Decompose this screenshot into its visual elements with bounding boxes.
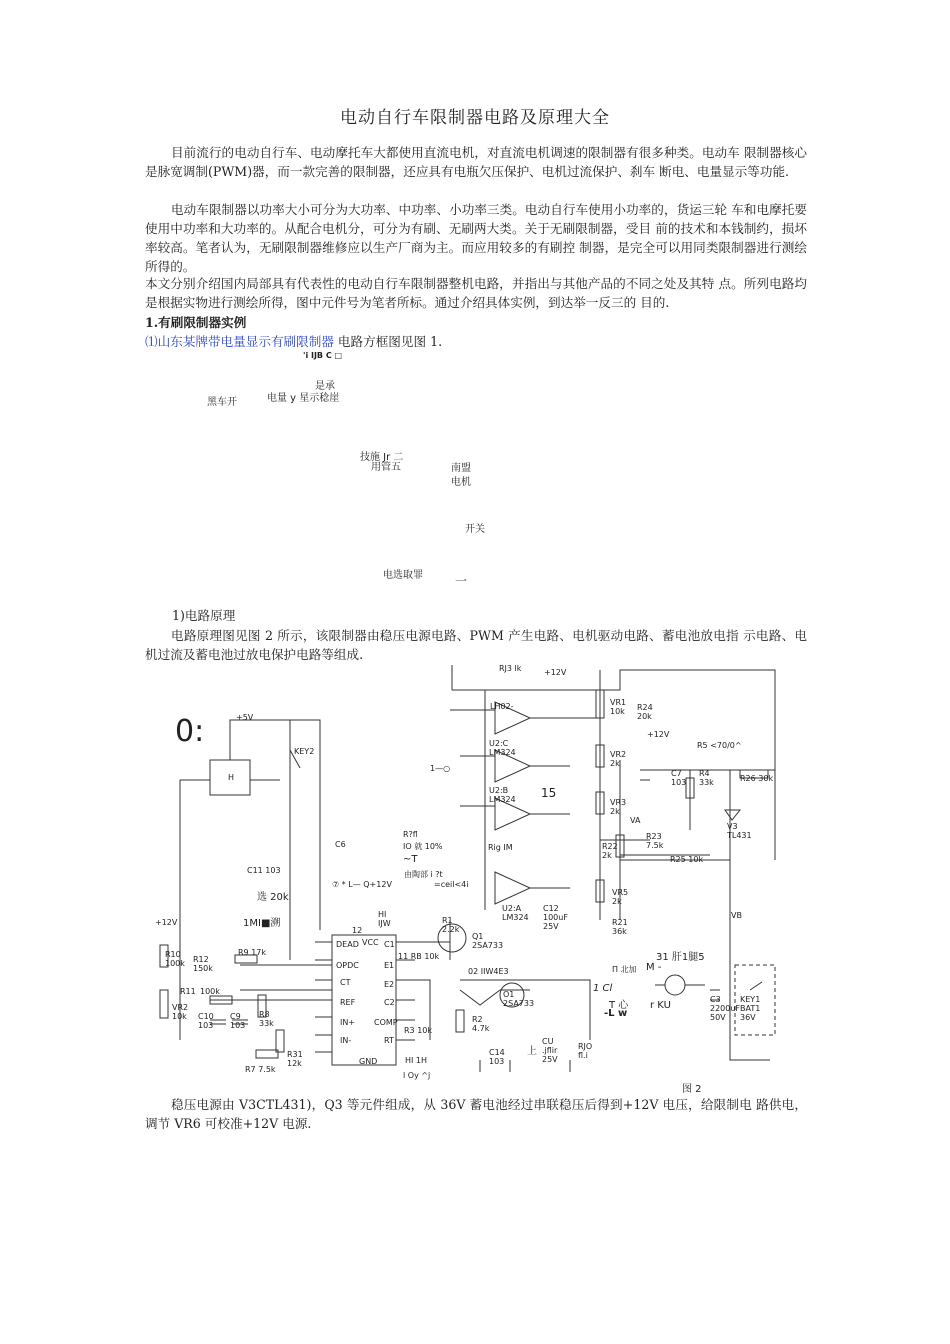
- fig2-r8: R8 33k: [259, 1010, 274, 1028]
- fig2-vr2b: VR2 10k: [172, 1003, 189, 1021]
- fig2-r12: R12 150k: [193, 955, 213, 973]
- fig2-dead: DEAD: [336, 940, 359, 949]
- fig2-o1: O1 2SA733: [503, 990, 535, 1008]
- fig2-r5: R5 <70/0^: [697, 741, 742, 750]
- fig2-r10: R10 100k: [165, 950, 185, 968]
- fig2-oy: l Oy ^j: [403, 1071, 431, 1080]
- fig2-n31: 31 肝1腿5: [656, 952, 705, 963]
- fig2-hi-h: HI 1H: [405, 1056, 428, 1065]
- fig2-r3: R3 10k: [404, 1026, 433, 1035]
- fig2-u2b: U2:B LM324: [489, 786, 516, 804]
- fig2-c14: C14 103: [489, 1048, 505, 1066]
- fig2-vr2: VR2 2k: [610, 750, 627, 768]
- page-title: 电动自行车限制器电路及原理大全: [340, 108, 610, 128]
- fig2-d2: 02 IIW4E3: [468, 967, 509, 976]
- fig2-r26: R26 30k: [740, 774, 774, 783]
- fig2-t: ~T: [403, 854, 418, 865]
- fig2-va: VA: [630, 816, 641, 825]
- fig2-r22: R22 2k: [602, 842, 618, 860]
- fig2-vr5: VR5 2k: [612, 888, 629, 906]
- fig1-label-h: 开关: [465, 524, 485, 535]
- fig2-c9: C9 103: [230, 1012, 246, 1030]
- fig2-vcc: VCC: [362, 938, 379, 947]
- fig2-v3: V3 TL431: [727, 822, 752, 840]
- fig2-e1: E1: [384, 961, 395, 970]
- fig2-c7: C7 103: [671, 769, 687, 787]
- fig2-ci: 1 Cl: [593, 983, 613, 994]
- fig2-plus5: +5V: [236, 713, 254, 722]
- fig2-r23: R23 7.5k: [646, 832, 664, 850]
- fig2-beijia: Π 北加: [612, 965, 637, 974]
- fig2-plus12-left: +12V: [155, 918, 178, 927]
- fig2-c3: C3 2200uF 50V: [710, 995, 741, 1022]
- fig1-label-b: 黑车开: [207, 397, 237, 408]
- fig2-key2: KEY2: [294, 747, 315, 756]
- fig2-r7: R7 7.5k: [245, 1065, 276, 1074]
- fig2-u2c: U2:C LM324: [489, 739, 516, 757]
- fig2-hi: HI IJW: [378, 910, 391, 928]
- fig2-r11-value: 100k: [200, 987, 220, 996]
- fig2-c12: C12 100uF 25V: [543, 904, 568, 931]
- fig2-ref: REF: [340, 998, 356, 1007]
- fig2-r21: R21 36k: [612, 918, 628, 936]
- fig2-big-left: 0:: [175, 714, 205, 749]
- fig2-c1: C1: [384, 940, 395, 949]
- fig2-mi: 1MI■溯: [243, 918, 281, 929]
- fig2-r2: R2 4.7k: [472, 1015, 490, 1033]
- fig1-label-j: 一: [455, 574, 468, 588]
- fig1-label-g: 电机: [451, 477, 471, 488]
- paragraph-intro: 目前流行的电动自行车、电动摩托车大都使用直流电机，对直流电机调速的限制器有很多种类。电动车 限制器核心是脉宽调制(PWM)器，而一款完善的限制器，还应具有电瓶欠压保护、电机过流保护、刹车 断电、电量显示等功能.: [145, 145, 807, 179]
- fig2-r9: R9 17k: [238, 948, 267, 957]
- fig2-cu: CU .jflir 25V: [542, 1037, 558, 1064]
- fig2-opdc: OPDC: [336, 961, 359, 970]
- fig2-ceiling: =ceil<4i: [434, 880, 469, 889]
- fig2-c2: C2: [384, 998, 395, 1007]
- fig2-rku: r KU: [650, 1000, 671, 1011]
- fig2-15: 15: [541, 786, 557, 800]
- fig2-r24: R24 20k: [637, 703, 653, 721]
- fig2-rb: 11 RB 10k: [398, 952, 440, 961]
- fig2-vr3: VR3 2k: [610, 798, 627, 816]
- fig2-r-fl: R?fl: [403, 830, 418, 839]
- fig2-r1: R1 2.2k: [442, 916, 460, 934]
- principle-heading: 1)电路原理: [172, 608, 236, 623]
- fig2-c11: C11 103: [247, 866, 281, 875]
- paragraph-purpose: 本文分别介绍国内局部具有代表性的电动自行车限制器整机电路，并指出与其他产品的不同之处及其特 点。所列电路均是根据实物进行测绘所得，图中元件号为笔者所标。通过介绍具体实例，到达举一反三的 目的.: [145, 276, 807, 310]
- fig2-gnd: GND: [359, 1057, 378, 1066]
- fig2-ct: CT: [340, 978, 351, 987]
- fig1-label-a: 是承: [315, 381, 335, 392]
- fig1-label-e: 用管五: [371, 462, 401, 473]
- fig2-lw: -L w: [604, 1008, 628, 1019]
- fig2-m: M -: [646, 962, 662, 973]
- section-heading: 1.有刷限制器实例: [145, 315, 247, 330]
- subsection-rest: 电路方框图见图 1.: [333, 334, 443, 349]
- fig2-q-plus: ⑦ * L— Q+12V: [332, 880, 392, 889]
- fig2-key1: KEY1 BAT1 36V: [740, 995, 761, 1022]
- fig2-r11: R11: [180, 987, 196, 996]
- fig2-r25: R25 10k: [670, 855, 704, 864]
- fig2-lh: LH02-: [490, 702, 514, 711]
- fig2-rjo: RJO fl.i: [578, 1042, 593, 1060]
- fig1-label-d: 技施 Jr 二: [360, 452, 404, 463]
- fig2-q1: Q1 2SA733: [472, 932, 504, 950]
- fig2-c6: C6: [335, 840, 346, 849]
- bottom-paragraph: 稳压电源由 V3CTL431)，Q3 等元件组成，从 36V 蓄电池经过串联稳压后得到+12V 电压，给限制电 路供电，调节 VR6 可校准+12V 电源.: [145, 1097, 807, 1131]
- fig2-up: 上: [527, 1046, 537, 1057]
- principle-paragraph: 电路原理图见图 2 所示，该限制器由稳压电源电路、PWM 产生电路、电机驱动电路、蓄电池放电指 示电路、电机过流及蓄电池过放电保护电路等组成.: [145, 628, 807, 662]
- fig2-r4: R4 33k: [699, 769, 714, 787]
- fig1-label-top: 'i IJB C □: [303, 351, 343, 360]
- paragraph-classification: 电动车限制器以功率大小可分为大功率、中功率、小功率三类。电动自行车使用小功率的，货运三轮 车和电摩托要使用中功率和大功率的。从配合电机分，可分为有刷、无刷两大类。关于无刷限制器，受目 前的技术和本钱制约，损坏率较高。笔者认为，无刷限制器维修应以生产厂商为主。而应用较多的有刷控 制器，是完全可以用同类限制器进行测绘所得的。: [145, 202, 807, 274]
- fig2-r31: R31 12k: [287, 1050, 303, 1068]
- figure-2-schematic: [150, 660, 790, 1080]
- figure-1-block-diagram: [0, 345, 950, 588]
- fig2-h-box: H: [228, 773, 235, 782]
- fig2-rj3: RJ3 lk: [499, 664, 522, 673]
- fig2-ic12: 12: [352, 926, 363, 935]
- fig2-vr1: VR1 10k: [610, 698, 627, 716]
- fig2-tao: 由陶部 i ?t: [404, 870, 443, 879]
- fig2-io: IO 就 10%: [403, 842, 443, 851]
- subsection-link[interactable]: ⑴山东某牌带电量显示有刷限制器: [145, 334, 334, 349]
- fig1-label-f: 南盟: [451, 463, 471, 474]
- fig2-xuan: 选 20k: [257, 892, 289, 903]
- fig2-1o: 1—○: [430, 764, 451, 773]
- fig2-inp: IN+: [340, 1018, 356, 1027]
- figure-2-caption: 图 2: [682, 1084, 702, 1095]
- fig2-vb: VB: [731, 911, 742, 920]
- fig2-comp: COMP: [374, 1018, 398, 1027]
- fig2-rt: RT: [384, 1036, 394, 1045]
- fig2-plus12-top: +12V: [544, 668, 567, 677]
- fig1-label-c: 电量 y 星示稔崖: [267, 393, 340, 404]
- fig2-c10: C10 103: [198, 1012, 214, 1030]
- fig2-rig: Rig IM: [488, 843, 513, 852]
- fig2-u2a: U2:A LM324: [502, 904, 529, 922]
- fig2-txin: T 心: [609, 1000, 629, 1011]
- fig1-label-i: 电选取罪: [383, 570, 423, 581]
- fig2-plus12-mid: +12V: [647, 730, 670, 739]
- fig2-inm: IN-: [340, 1036, 352, 1045]
- fig2-e2: E2: [384, 980, 395, 989]
